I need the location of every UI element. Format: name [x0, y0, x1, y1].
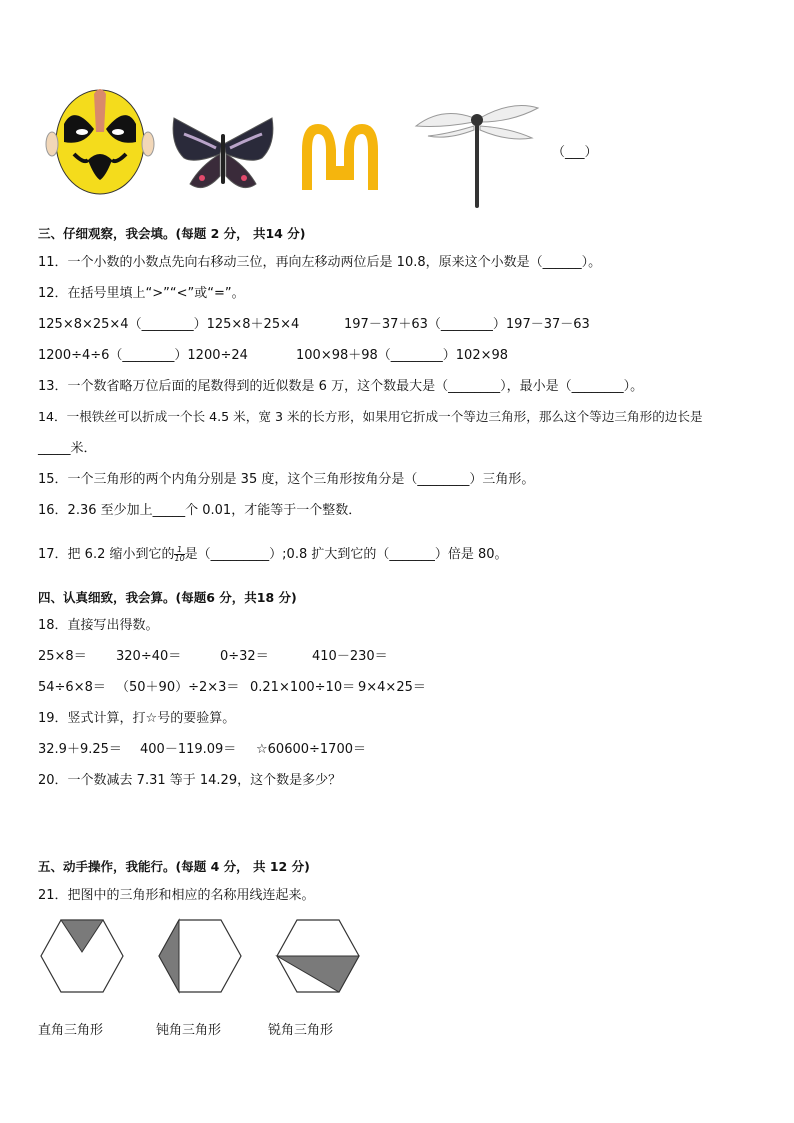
calc-item: 0.21×100÷10＝ [250, 680, 356, 695]
question-18: 18．直接写出得数。 [38, 618, 159, 633]
section4-heading: 四、认真细致，我会算。(每题6 分，共18 分) [38, 590, 297, 605]
section3-heading: 三、仔细观察，我会填。(每题 2 分， 共14 分) [38, 226, 306, 241]
question-14-line1: 14．一根铁丝可以折成一个长 4.5 米，宽 3 米的长方形，如果用它折成一个等边三角形，那么这个等边三角形的边长是 [38, 409, 703, 424]
section5-heading: 五、动手操作，我能行。(每题 4 分， 共 12 分) [38, 859, 310, 874]
vertical-calc-item: 400－119.09＝ [140, 742, 237, 757]
question-17-part1: 17．把 6.2 缩小到它的 [38, 547, 175, 562]
question-17-part2: 是（_________）;0.8 扩大到它的（_______）倍是 80。 [184, 547, 508, 562]
question-12-row1-a: 125×8×25×4（________）125×8＋25×4 [38, 317, 300, 332]
image-answer-blank[interactable]: （___） [552, 145, 598, 160]
calc-item: 54÷6×8＝ [38, 680, 106, 695]
calc-item: 25×8＝ [38, 649, 87, 664]
calc-item: 320÷40＝ [116, 649, 182, 664]
question-17 [38, 543, 508, 563]
hexagon-shape-2 [157, 918, 243, 994]
question-13: 13．一个数省略万位后面的尾数得到的近似数是 6 万，这个数最大是（________），最小是（________）。 [38, 379, 644, 394]
one-tenth-fraction: $\frac{1}{10}$ [174, 545, 185, 563]
label-obtuse-triangle: 钝角三角形 [156, 1023, 222, 1038]
hexagon-shape-3 [275, 918, 361, 994]
question-14-line2: _____米． [38, 441, 97, 456]
question-16: 16．2.36 至少加上_____个 0.01，才能等于一个整数． [38, 503, 362, 518]
question-11: 11．一个小数的小数点先向右移动三位，再向左移动两位后是 10.8，原来这个小数是（______）。 [38, 255, 602, 270]
vertical-calc-item: ☆60600÷1700＝ [256, 742, 366, 757]
dragonfly-image [412, 98, 542, 210]
question-12-row2-a: 1200÷4÷6（________）1200÷24 [38, 348, 248, 363]
question-15: 15．一个三角形的两个内角分别是 35 度，这个三角形按角分是（________）三角形。 [38, 472, 535, 487]
vertical-calc-item: 32.9＋9.25＝ [38, 742, 122, 757]
calc-item: 0÷32＝ [220, 649, 269, 664]
mcdonalds-logo-image [298, 120, 382, 192]
question-19: 19．竖式计算，打☆号的要验算。 [38, 711, 236, 726]
calc-item: 410－230＝ [312, 649, 388, 664]
hexagon-shape-1 [39, 918, 125, 994]
label-right-triangle: 直角三角形 [38, 1023, 104, 1038]
question-12-row2-b: 100×98＋98（________）102×98 [296, 348, 509, 363]
question-12: 12．在括号里填上“>”“<”或“=”。 [38, 286, 245, 301]
calc-item: （50＋90）÷2×3＝ [116, 680, 240, 695]
label-acute-triangle: 锐角三角形 [268, 1023, 334, 1038]
calc-item: 9×4×25＝ [358, 680, 426, 695]
question-12-row1-b: 197－37＋63（________）197－37－63 [344, 317, 590, 332]
question-20: 20．一个数减去 7.31 等于 14.29，这个数是多少？ [38, 773, 342, 788]
opera-mask-image [44, 84, 156, 196]
question-21: 21．把图中的三角形和相应的名称用线连起来。 [38, 888, 315, 903]
butterfly-image [170, 114, 276, 196]
